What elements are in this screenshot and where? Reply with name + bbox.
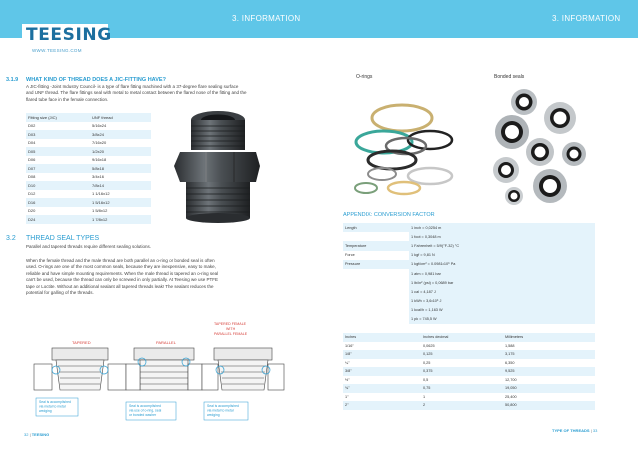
table-cell: D06 [26,156,90,165]
table-cell: 7/16x20 [90,139,151,148]
table-row [26,190,151,199]
table-header-row [26,113,151,122]
table-cell [343,278,409,287]
orings-image [340,84,466,204]
orings-label: O-rings [356,74,373,80]
table-header-cell: Fitting size (JIC) [26,113,90,122]
table-row [26,130,151,139]
table-cell: 1 [421,393,503,402]
table-row [343,241,595,250]
table-cell: 1/2x20 [90,147,151,156]
table-cell: ¾" [343,384,421,393]
table-row [26,181,151,190]
table-cell: 9,525 [503,367,595,376]
table-row [26,164,151,173]
table-cell: Temperature [343,241,409,250]
table-row [343,297,595,306]
table-cell: 1 5/8x12 [90,207,151,216]
table-header-cell: Inches [343,333,421,342]
table-row [343,367,595,376]
table-cell: 5/8x18 [90,164,151,173]
parallel-fitting-drawing [126,348,202,390]
footer-left: 32 | TEESING [24,432,50,437]
section-number-seal: 3.2 [6,235,16,242]
section-title-jic: WHAT KIND OF THREAD DOES A JIC-FITTING HAVE? [26,77,166,83]
text-line: potential for galling of the threads. [26,290,94,296]
table-header-cell: UNF thread [90,113,151,122]
text-line: reliable and have simple mounting requirements. When the male thread is tapered an o-ring seal [26,270,219,276]
table-cell: D07 [26,164,90,173]
table-row [343,251,595,260]
note-line: Seal is accomplished [129,404,161,408]
table-cell: 1" [343,393,421,402]
label-mixed-2: WITH [226,327,236,331]
bonded-seals-label: Bonded seals [494,74,525,80]
table-row [343,269,595,278]
note-parallel [126,402,176,420]
conversion-table [343,223,595,324]
table-row [26,173,151,182]
table-cell [343,315,409,324]
table-row [343,376,595,385]
table-cell: ½" [343,376,421,385]
table-cell: D08 [26,173,90,182]
tapered-fitting-drawing [34,348,126,390]
table-cell: D24 [26,215,90,224]
note-line: wedging [207,413,220,417]
table-cell: 1 kWh = 3,6•10⁶ J [409,297,595,306]
table-cell: 25,400 [503,393,595,402]
table-row [26,198,151,207]
table-cell: 0,375 [421,367,503,376]
table-row [343,401,595,410]
table-header-row [343,333,595,342]
table-header-cell: Millimeters [503,333,595,342]
table-row [26,215,151,224]
table-cell: 1 kgf/cm² = 0.0981•10⁶ Pa [409,260,595,269]
table-row [343,359,595,368]
text-line: flared tube face in the female connection. [26,96,109,102]
header-title-right: 3. INFORMATION [552,14,621,23]
note-mixed [204,402,248,420]
footer-section-name: TYPE OF THREADS [552,428,590,433]
table-cell: Force [343,251,409,260]
table-cell: 19,050 [503,384,595,393]
text-line: A JIC-fitting -Joint Industry Council- is a type of flare fitting machined with a 37-degree flare sealing surface [26,84,239,89]
table-cell [343,306,409,315]
table-cell: 1,588 [503,342,595,351]
table-cell: 2" [343,401,421,410]
footer-right: TYPE OF THREADS | 33 [552,428,598,433]
table-cell: 1/8" [343,350,421,359]
table-cell: 9/16x18 [90,156,151,165]
table-row [343,278,595,287]
note-line: via use of o-ring, seal [129,408,162,413]
table-header-cell: Inches decimal [421,333,503,342]
table-cell [343,297,409,306]
table-cell: 1 1/16x12 [90,190,151,199]
fitting-size-table [26,113,151,224]
section-jic-body [26,84,316,103]
inch-conversion-table [343,333,595,410]
table-cell: 1 kgf = 9,81 N [409,251,595,260]
table-cell [343,269,409,278]
appendix-title: APPENDIX: CONVERSION FACTOR [343,212,435,218]
table-cell: 7/8x14 [90,181,151,190]
table-cell: D20 [26,207,90,216]
text-line: tape or Loctite. Without an additional sealant all tapered threads leak! The sealant reduces the [26,283,214,289]
table-row [343,393,595,402]
table-cell [343,287,409,296]
text-line: and UNF thread. The flare fittings seal with metal to metal contact between the flared nose of the fitting and the [26,90,247,96]
note-line: Seal is accomplished [39,400,71,404]
table-row [343,260,595,269]
table-row [26,156,151,165]
table-cell: Length [343,223,409,232]
table-cell: 1 foot = 0,3048 m [409,232,595,241]
section-seal-body [26,258,316,296]
label-tapered: TAPERED [72,340,91,345]
table-cell: 5/16x24 [90,122,151,131]
table-cell: ¼" [343,359,421,368]
table-row [343,342,595,351]
table-cell: 3/4x16 [90,173,151,182]
table-cell: 50,800 [503,401,595,410]
section-number-jic: 3.1.9 [6,77,19,83]
table-row [26,147,151,156]
table-row [26,207,151,216]
table-cell: 6,350 [503,359,595,368]
table-cell: 0,0625 [421,342,503,351]
table-row [343,223,595,232]
note-tapered [36,398,78,416]
table-cell: Pressure [343,260,409,269]
note-line: or bonded washer [129,413,157,417]
table-row [343,384,595,393]
table-cell: 12,700 [503,376,595,385]
table-cell: 3,175 [503,350,595,359]
table-row [343,287,595,296]
section-seal-intro: Parallel and tapered threads require different sealing solutions. [26,244,151,249]
table-cell [343,232,409,241]
label-parallel: PARALLEL [156,340,176,345]
text-line: When the female thread and the male thread are both parallel an o-ring or bonded seal is often [26,258,215,263]
page-number-right: 33 [592,428,598,433]
header-title-left: 3. INFORMATION [232,14,301,23]
table-cell: D12 [26,190,90,199]
mixed-fitting-drawing [202,348,284,390]
table-cell: 0,75 [421,384,503,393]
logo-url: WWW.TEESING.COM [32,48,82,53]
table-cell: 1 pk = 745,5 W [409,315,595,324]
table-cell: 1 7/8x12 [90,215,151,224]
table-cell: D04 [26,139,90,148]
table-cell: 0,125 [421,350,503,359]
note-line: Seal is accomplished [207,404,239,408]
table-row [26,139,151,148]
table-row [343,350,595,359]
table-cell: 1 cal = 4,187 J [409,287,595,296]
table-row [343,306,595,315]
table-cell: 0,5 [421,376,503,385]
table-cell: 1 5/16x12 [90,198,151,207]
text-line: used. O-rings are one of the most common seals, because they are inexpensive, easy to make, [26,264,216,270]
label-mixed-3: PARALLEL FEMALE [214,332,248,336]
table-cell: 3/8x24 [90,130,151,139]
logo: TEESING [26,25,112,45]
table-cell: 1 inch = 0,0254 m [409,223,595,232]
table-cell: 1 atm = 0,981 bar [409,269,595,278]
table-cell: D05 [26,147,90,156]
thread-seal-diagram [26,318,316,430]
note-line: wedging [39,409,52,413]
note-line: via metal to metal [207,408,234,413]
footer-brand: TEESING [31,432,50,437]
table-row [26,122,151,131]
table-cell: 2 [421,401,503,410]
table-cell: D16 [26,198,90,207]
text-line: can't be used, because the thread can only be screwed in only partially. At Teesing we use PTFE [26,277,219,283]
table-cell: 0,25 [421,359,503,368]
bonded-seals-image [484,82,594,208]
table-cell: D02 [26,122,90,131]
table-row [343,232,595,241]
table-cell: 1 lb/in² (psi) = 0,0689 bar [409,278,595,287]
page-number-left: 32 [24,432,29,437]
table-cell: 1/16" [343,342,421,351]
table-cell: 1 kcal/h = 1,163 W [409,306,595,315]
table-row [343,315,595,324]
table-cell: 1 Fahrenheit = 5/9(°F-32) °C [409,241,595,250]
table-cell: D03 [26,130,90,139]
section-title-seal: THREAD SEAL TYPES [26,235,100,242]
label-mixed-1: TAPERED FEMALE [214,322,247,326]
table-cell: 3/8" [343,367,421,376]
note-line: via metal to metal [39,404,66,409]
jic-fitting-image [166,106,262,224]
table-cell: D10 [26,181,90,190]
